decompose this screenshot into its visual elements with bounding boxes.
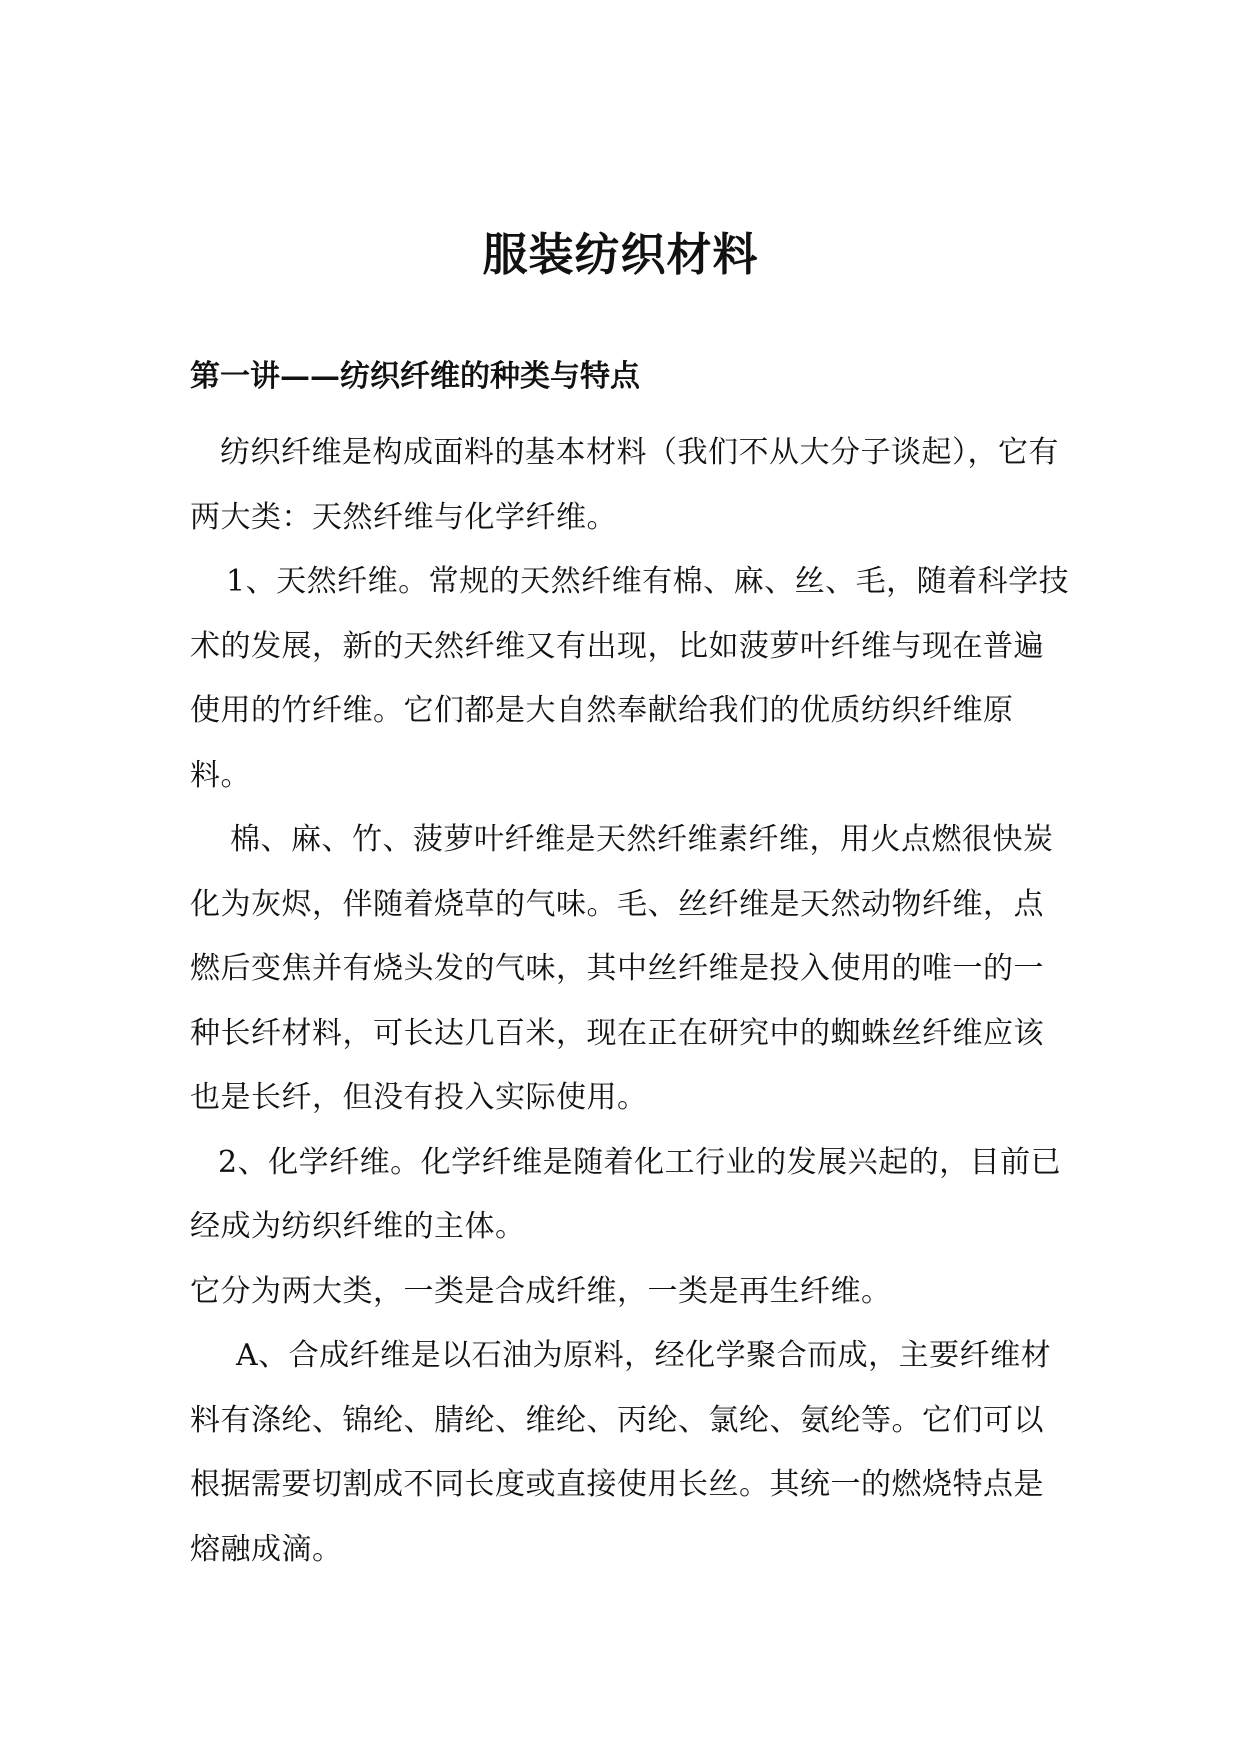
- document-body: [190, 355, 1070, 1582]
- paragraph-fiber-burning: 棉、麻、竹、菠萝叶纤维是天然纤维素纤维，用火点燃很快炭化为灰烬，伴随着烧草的气味。毛、丝纤维是天然动物纤维，点燃后变焦并有烧头发的气味，其中丝纤维是投入使用的唯一的一种长纤材料，可长达几百米，现在正在研究中的蜘蛛丝纤维应该也是长纤，但没有投入实际使用。: [190, 822, 1054, 1115]
- document-title: 服装纺织材料: [482, 228, 759, 281]
- paragraph-chemical-fibers: 2、化学纤维。化学纤维是随着化工行业的发展兴起的，目前已经成为纺织纤维的主体。: [190, 1144, 1062, 1244]
- paragraph-synthetic-fibers: A、合成纤维是以石油为原料，经化学聚合而成，主要纤维材料有涤纶、锦纶、腈纶、维纶、丙纶、氯纶、氨纶等。它们可以根据需要切割成不同长度或直接使用长丝。其统一的燃烧特点是熔融成滴。: [190, 1338, 1052, 1567]
- section-heading: 第一讲——纺织纤维的种类与特点: [190, 359, 640, 394]
- paragraph-natural-fibers: 1、天然纤维。常规的天然纤维有棉、麻、丝、毛，随着科学技术的发展，新的天然纤维又有出现，比如菠萝叶纤维与现在普遍使用的竹纤维。它们都是大自然奉献给我们的优质纺织纤维原料。: [190, 564, 1070, 793]
- paragraph-intro: 纺织纤维是构成面料的基本材料（我们不从大分子谈起），它有两大类：天然纤维与化学纤维。: [190, 435, 1059, 535]
- paragraph-two-types: 它分为两大类，一类是合成纤维，一类是再生纤维。: [190, 1273, 892, 1309]
